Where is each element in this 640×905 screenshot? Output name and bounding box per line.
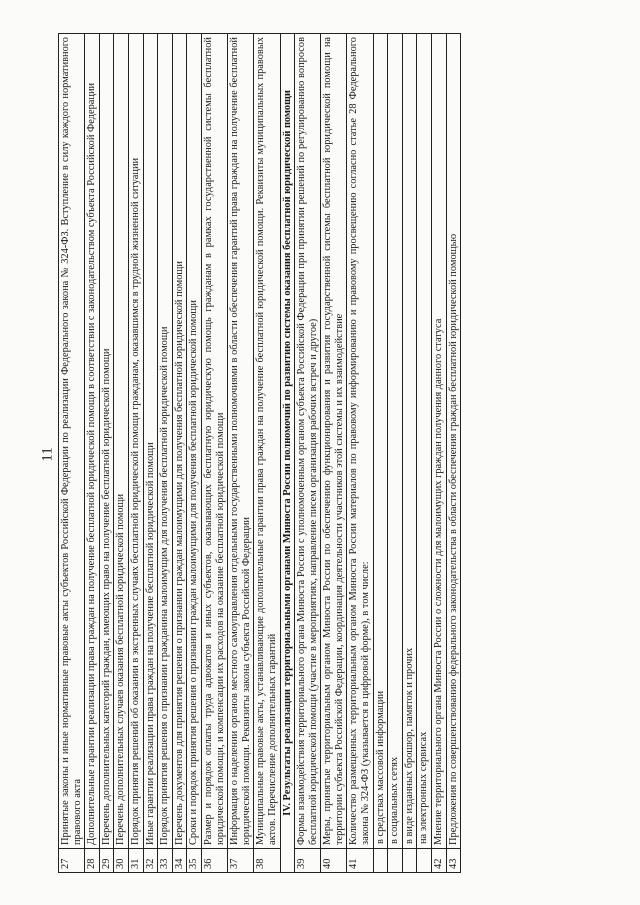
row-text: Перечень документов для принятия решения о признании граждан малоимущими для получения бесплатной юридической помощи (172, 34, 187, 849)
table-row (228, 34, 254, 873)
row-text: Информация о наделении органов местного самоуправления отдельными государственными полномочиями в области обеспечения гарантий права граждан на получение бесплатной юридической помощи. Реквизиты закона субъекта Российской Федерации (228, 34, 254, 849)
row-text: в средствах массовой информации (373, 34, 388, 849)
row-number: 36 (201, 849, 227, 873)
table-row (347, 34, 373, 873)
row-number: 41 (347, 849, 373, 873)
row-text: Предложения по совершенствованию федерального законодательства в области обеспечения граждан бесплатной юридической помощью (446, 34, 461, 849)
table-row (59, 34, 85, 873)
table-row (321, 34, 347, 873)
row-number: 40 (321, 849, 347, 873)
row-number (417, 849, 432, 873)
table-row (172, 34, 187, 873)
row-number: 30 (114, 849, 129, 873)
row-number: 43 (446, 849, 461, 873)
row-number: 37 (228, 849, 254, 873)
table-row (295, 34, 321, 873)
table-row (201, 34, 227, 873)
rotated-table-container (58, 33, 578, 873)
row-number (388, 849, 403, 873)
row-number: 27 (59, 849, 85, 873)
row-text: Сроки и порядок принятия решения о признании граждан малоимущими для получения бесплатной юридической помощи (187, 34, 202, 849)
row-number (373, 849, 388, 873)
row-number: 35 (187, 849, 202, 873)
row-text: Формы взаимодействия территориального органа Минюста России с уполномоченным органом субъекта Российской Федерации при принятии решений по регулированию вопросов бесплатной юридической помощи (участие в мероприятиях, направление писем организация рабочих встреч и другое) (295, 34, 321, 849)
row-text: Принятые законы и иные нормативные правовые акты субъектов Российской Федерации по реализации Федерального закона № 324-ФЗ. Вступление в силу каждого нормативного правового акта (59, 34, 85, 849)
row-text: Иные гарантии реализации права граждан на получение бесплатной юридической помощи (143, 34, 158, 849)
report-table (58, 33, 461, 873)
row-text: Муниципальные правовые акты, устанавливающие дополнительные гарантии права граждан на получение бесплатной юридической помощи. Реквизиты муниципальных правовых актов. Перечисление дополнительных гарантий (254, 34, 280, 849)
row-number: 42 (432, 849, 447, 873)
row-text: Порядок принятия решения о признании гражданина малоимущим для получения бесплатной юридической помощи (158, 34, 173, 849)
table-row (158, 34, 173, 873)
table-subrow (373, 34, 388, 873)
table-row (187, 34, 202, 873)
table-row (85, 34, 100, 873)
table-row (446, 34, 461, 873)
row-text: Порядок принятия решений об оказании в экстренных случаях бесплатной юридической помощи гражданам, оказавшимся в трудной жизненной ситуации (128, 34, 143, 849)
row-number: 39 (295, 849, 321, 873)
row-number: 31 (128, 849, 143, 873)
row-number: 34 (172, 849, 187, 873)
table-row (128, 34, 143, 873)
row-number (402, 849, 417, 873)
table-subrow (388, 34, 403, 873)
page-number: 11 (39, 447, 56, 462)
row-text: Меры, принятые территориальным органом Минюста России по обеспечению функционирования и развития государственной системы бесплатной юридической помощи на территории субъекта Российской Федерации, координация деятельности участников этой системы и их взаимодействие (321, 34, 347, 849)
row-text: на электронных сервисах (417, 34, 432, 849)
row-text: Мнение территориального органа Минюста России о сложности для малоимущих граждан получения данного статуса (432, 34, 447, 849)
table-subrow (417, 34, 432, 873)
row-number: 29 (99, 849, 114, 873)
row-number: 33 (158, 849, 173, 873)
table-row (254, 34, 280, 873)
table-row (143, 34, 158, 873)
row-number: 38 (254, 849, 280, 873)
table-row (114, 34, 129, 873)
row-number: 28 (85, 849, 100, 873)
row-text: в виде изданных брошюр, памяток и прочих (402, 34, 417, 849)
row-number: 32 (143, 849, 158, 873)
row-text: Количество размещенных территориальным органом Минюста России материалов по правовому информированию и правовому просвещению согласно статье 28 Федерального закона № 324-ФЗ (указывается в цифровой форме), в том числе: (347, 34, 373, 849)
row-text: Дополнительные гарантии реализации права граждан на получение бесплатной юридической помощи в соответствии с законодательством субъекта Российской Федерации (85, 34, 100, 849)
section-heading-row (280, 34, 295, 873)
row-text: Размер и порядок оплаты труда адвокатов и иных субъектов, оказывающих бесплатную юридическую помощь гражданам в рамках государственной системы бесплатной юридической помощи, и компенсации их расходов на оказание бесплатной юридической помощи (201, 34, 227, 849)
section-heading: IV. Результаты реализации территориальными органами Минюста России полномочий по развитию системы оказания бесплатной юридической помощи (280, 34, 295, 873)
row-text: Перечень дополнительных случаев оказания бесплатной юридической помощи (114, 34, 129, 849)
row-text: в социальных сетях (388, 34, 403, 849)
table-row (432, 34, 447, 873)
table-row (99, 34, 114, 873)
row-text: Перечень дополнительных категорий граждан, имеющих право на получение бесплатной юридической помощи (99, 34, 114, 849)
table-subrow (402, 34, 417, 873)
